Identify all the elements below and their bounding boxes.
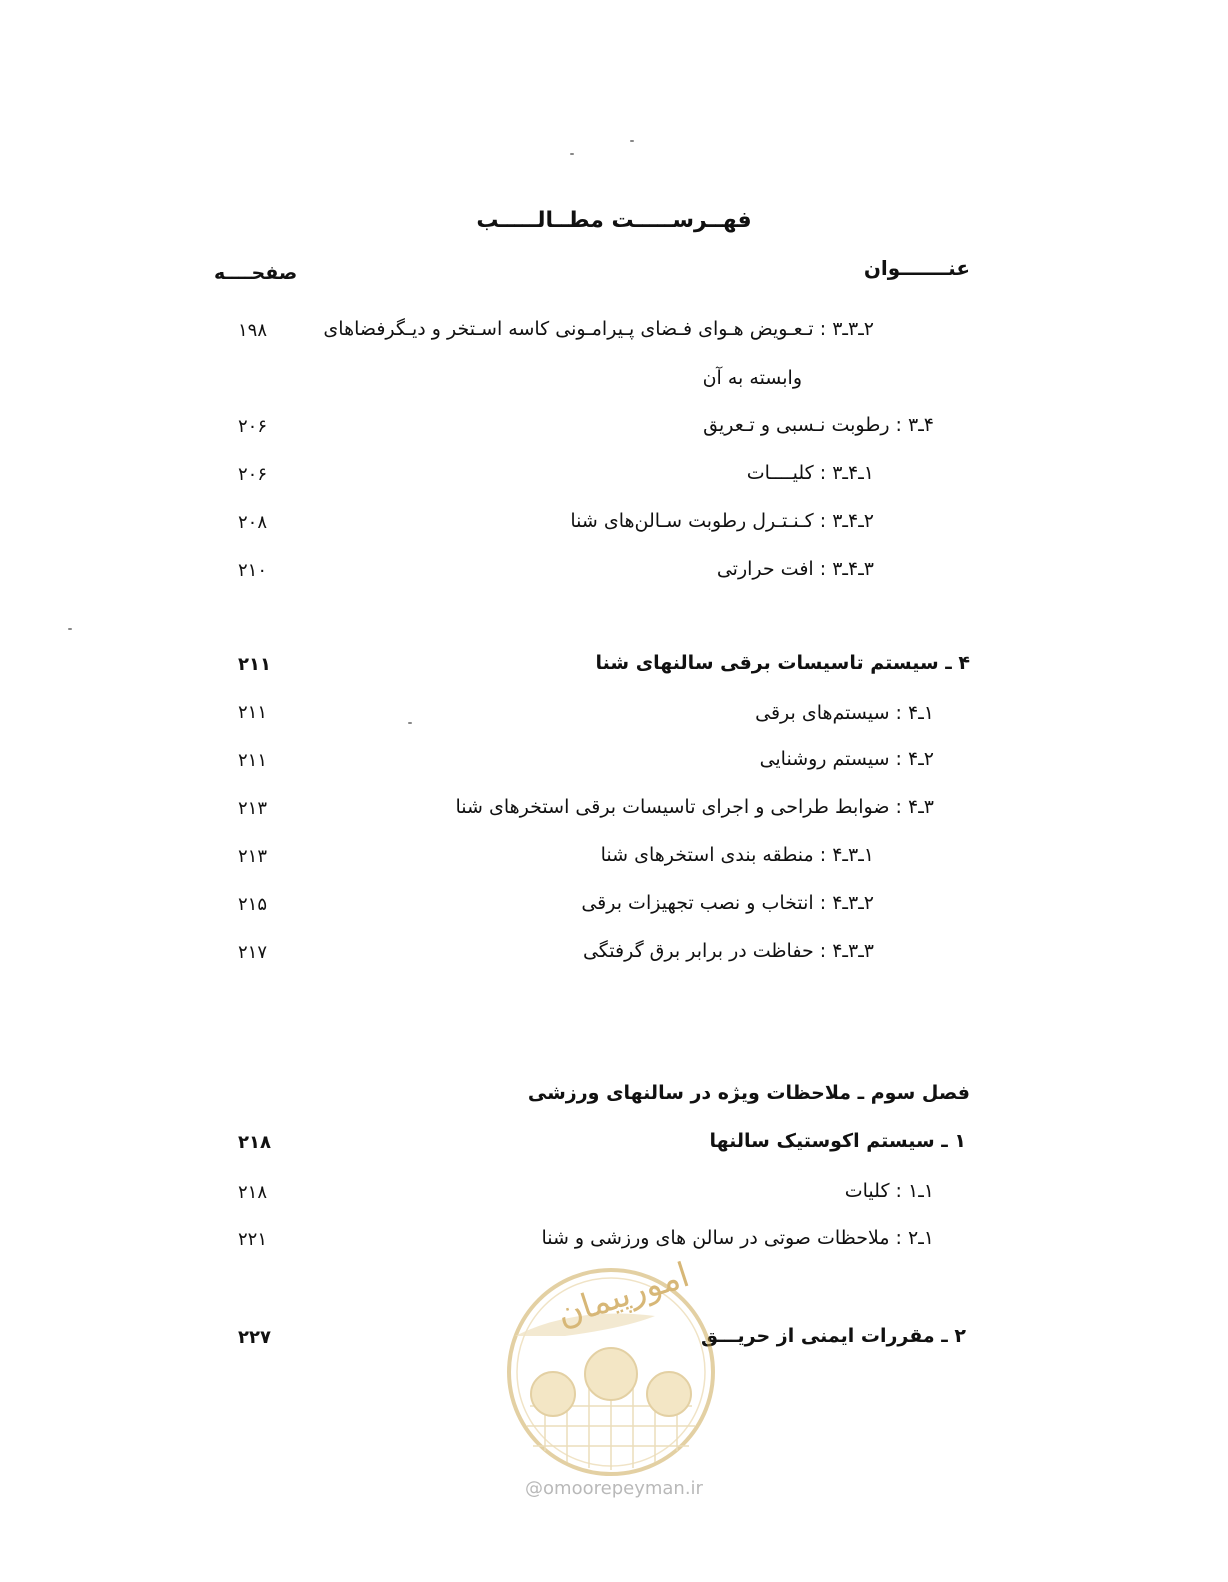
page-number: ۲۱۳ [238, 798, 268, 819]
column-header-page: صفحــــه [214, 262, 298, 284]
watermark-text: @omoorepeyman.ir [525, 1478, 703, 1499]
toc-entry: ۱ـ۲ : ملاحظات صوتی در سالن های ورزشی و شنا [541, 1227, 934, 1249]
watermark-logo-text: امورپیمان [552, 1254, 695, 1336]
toc-entry: ۱ـ۴ : سیستم‌های برقی [755, 702, 934, 724]
page-number: ۲۱۰ [238, 560, 268, 581]
toc-entry: ۳ـ۴ : ضوابط طراحی و اجرای تاسیسات برقی استخرهای شنا [455, 796, 934, 818]
page-number: ۲۰۸ [238, 512, 268, 533]
toc-entry: ۲ـ۴ : سیستم روشنایی [759, 748, 934, 770]
toc-entry: ۱ـ۱ : کلیات [844, 1180, 934, 1202]
toc-entry: ۱ـ۴ـ۳ : کلیــــات [746, 462, 874, 484]
column-header-title: عنـــــــوان [863, 256, 970, 280]
toc-entry: ۳ـ۳ـ۴ : حفاظت در برابر برق گرفتگی [582, 940, 874, 962]
scan-speck [408, 722, 412, 724]
page-number: ۲۱۱ [238, 750, 268, 771]
toc-entry: ۴ـ۳ : رطوبت نـسبی و تـعریق [703, 414, 934, 436]
scan-speck [570, 153, 574, 155]
page-number: ۲۲۱ [238, 1229, 268, 1250]
toc-entry: ۲ ـ مقررات ایمنی از حریـــق [700, 1325, 966, 1347]
toc-entry: وابسته به آن [702, 367, 802, 389]
toc-entry: ۱ـ۳ـ۴ : منطقه بندی استخرهای شنا [600, 844, 874, 866]
page-number: ۲۱۱ [238, 702, 268, 723]
scan-speck [630, 140, 634, 142]
toc-title: فهــرســـــت مطــالـــــب [476, 208, 752, 233]
page-number: ۲۰۶ [238, 416, 268, 437]
page-number: ۲۰۶ [238, 464, 268, 485]
toc-entry: ۲ـ۳ـ۴ : انتخاب و نصب تجهیزات برقی [581, 892, 874, 914]
page-number: ۲۱۸ [238, 1132, 271, 1153]
toc-entry: ۲ـ۳ـ۳ : تـعـویض هـوای فـضای پـیرامـونی کاسه اسـتخر و دیـگرفضاهای [323, 318, 874, 340]
page-number: ۲۱۸ [238, 1182, 268, 1203]
page-number: ۱۹۸ [238, 320, 268, 341]
page-number: ۲۱۱ [238, 654, 271, 675]
toc-entry: ۲ـ۴ـ۳ : کـنـتـرل رطوبت سـالن‌های شنا [570, 510, 874, 532]
toc-entry: ۱ ـ سیستم اکوستیک سالنها [709, 1130, 966, 1152]
page-number: ۲۱۷ [238, 942, 268, 963]
scan-speck [68, 628, 72, 630]
page-number: ۲۱۳ [238, 846, 268, 867]
toc-entry: ۴ ـ سیستم تاسیسات برقی سالنهای شنا [595, 652, 970, 674]
page-number: ۲۱۵ [238, 894, 268, 915]
chapter-heading: فصل سوم ـ ملاحظات ویژه در سالنهای ورزشی [527, 1082, 970, 1104]
page-number: ۲۲۷ [238, 1327, 271, 1348]
toc-entry: ۳ـ۴ـ۳ : افت حرارتی [716, 558, 874, 580]
